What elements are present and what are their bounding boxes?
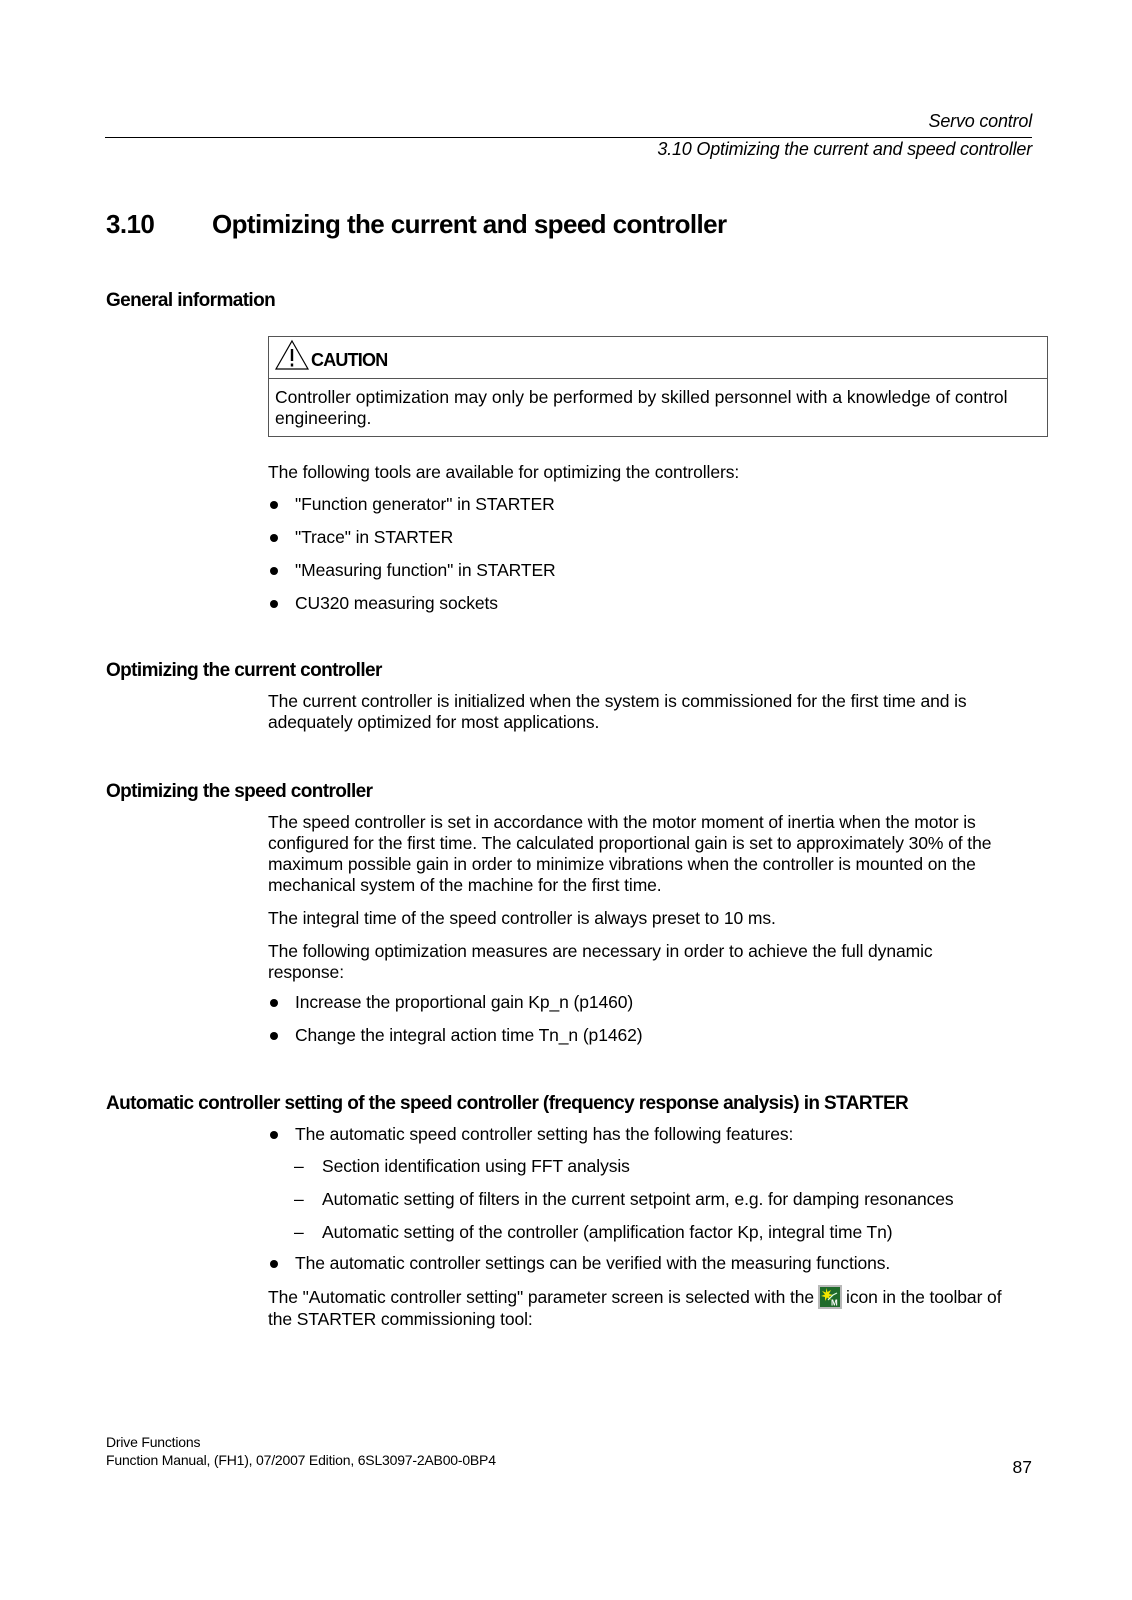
bullet-icon <box>270 501 278 509</box>
warning-triangle-icon <box>274 339 311 376</box>
heading-automatic-setting: Automatic controller setting of the speed controller (frequency response analysis) in STARTER <box>106 1093 909 1114</box>
bullet-icon <box>270 600 278 608</box>
list-item-text: The automatic controller settings can be verified with the measuring functions. <box>295 1253 891 1273</box>
list-item <box>268 1025 1048 1058</box>
heading-general-information: General information <box>106 290 276 311</box>
dash-icon: – <box>294 1189 304 1209</box>
list-item <box>268 560 1048 593</box>
heading-current-controller: Optimizing the current controller <box>106 660 382 681</box>
paragraph: The following optimization measures are necessary in order to achieve the full dynamic response: <box>268 941 933 982</box>
bullet-icon <box>270 534 278 542</box>
verification-list <box>268 1253 1048 1286</box>
features-sublist <box>268 1156 1048 1255</box>
chapter-title-text: Optimizing the current and speed controller <box>212 209 727 239</box>
paragraph: The speed controller is set in accordance with the motor moment of inertia when the motor is configured for the first time. The calculated proportional gain is set to approximately 30% of the maximum possible gain in order to minimize vibrations when the controller is mounted on the mechanical system of the machine for the first time. <box>268 812 992 895</box>
caution-text: Controller optimization may only be performed by skilled personnel with a knowledge of control engineering. <box>275 387 1008 428</box>
list-item <box>268 593 1048 626</box>
heading-speed-controller: Optimizing the speed controller <box>106 781 373 802</box>
tools-list <box>268 494 1048 626</box>
current-controller-text: The current controller is initialized when the system is commissioned for the first time and is adequately optimized for most applications. <box>268 691 967 732</box>
chapter-title <box>106 209 727 240</box>
list-item <box>268 494 1048 527</box>
tools-intro: The following tools are available for optimizing the controllers: <box>268 462 740 482</box>
sublist-item-text: Section identification using FFT analysis <box>322 1156 630 1176</box>
closing-text-before: The "Automatic controller setting" parameter screen is selected with the <box>268 1287 815 1307</box>
list-item <box>268 1253 1048 1286</box>
list-item-text: "Measuring function" in STARTER <box>295 560 556 580</box>
bullet-icon <box>270 999 278 1007</box>
list-item <box>268 527 1048 560</box>
speed-controller-body <box>268 812 1038 995</box>
svg-text:M: M <box>831 1298 838 1307</box>
bullet-icon <box>270 1032 278 1040</box>
sublist-item <box>268 1189 1048 1222</box>
automatic-controller-setting-icon <box>818 1285 842 1309</box>
sublist-item-text: Automatic setting of filters in the current setpoint arm, e.g. for damping resonances <box>322 1189 954 1209</box>
automatic-features-list <box>268 1124 1048 1157</box>
chapter-number: 3.10 <box>106 209 155 239</box>
bullet-icon <box>270 1260 278 1268</box>
sublist-item <box>268 1222 1048 1255</box>
closing-paragraph <box>268 1285 1013 1330</box>
caution-header <box>269 337 1047 379</box>
dash-icon: – <box>294 1222 304 1242</box>
footer-edition: Function Manual, (FH1), 07/2007 Edition, 6SL3097-2AB00-0BP4 <box>106 1452 496 1468</box>
list-item-text: CU320 measuring sockets <box>295 593 498 613</box>
caution-label: CAUTION <box>311 350 388 370</box>
running-head-section: Servo control <box>928 111 1032 131</box>
sublist-item-text: Automatic setting of the controller (amplification factor Kp, integral time Tn) <box>322 1222 893 1242</box>
list-item <box>268 992 1048 1025</box>
list-item-text: "Function generator" in STARTER <box>295 494 555 514</box>
footer-title: Drive Functions <box>106 1434 201 1450</box>
caution-box <box>268 336 1048 437</box>
list-item-text: "Trace" in STARTER <box>295 527 454 547</box>
closing-text-after: icon in the toolbar of the STARTER commissioning tool: <box>268 1287 1002 1329</box>
list-item-text: Change the integral action time Tn_n (p1462) <box>295 1025 643 1045</box>
bullet-icon <box>270 1131 278 1139</box>
list-item <box>268 1124 1048 1157</box>
sublist-item <box>268 1156 1048 1189</box>
list-item-text: The automatic speed controller setting has the following features: <box>295 1124 794 1144</box>
running-head-subsection: 3.10 Optimizing the current and speed controller <box>657 139 1032 159</box>
bullet-icon <box>270 567 278 575</box>
header-rule <box>105 137 1032 138</box>
paragraph: The integral time of the speed controller is always preset to 10 ms. <box>268 908 776 928</box>
measures-list <box>268 992 1048 1058</box>
page-number: 87 <box>1012 1457 1032 1477</box>
list-item-text: Increase the proportional gain Kp_n (p1460) <box>295 992 634 1012</box>
dash-icon: – <box>294 1156 304 1176</box>
